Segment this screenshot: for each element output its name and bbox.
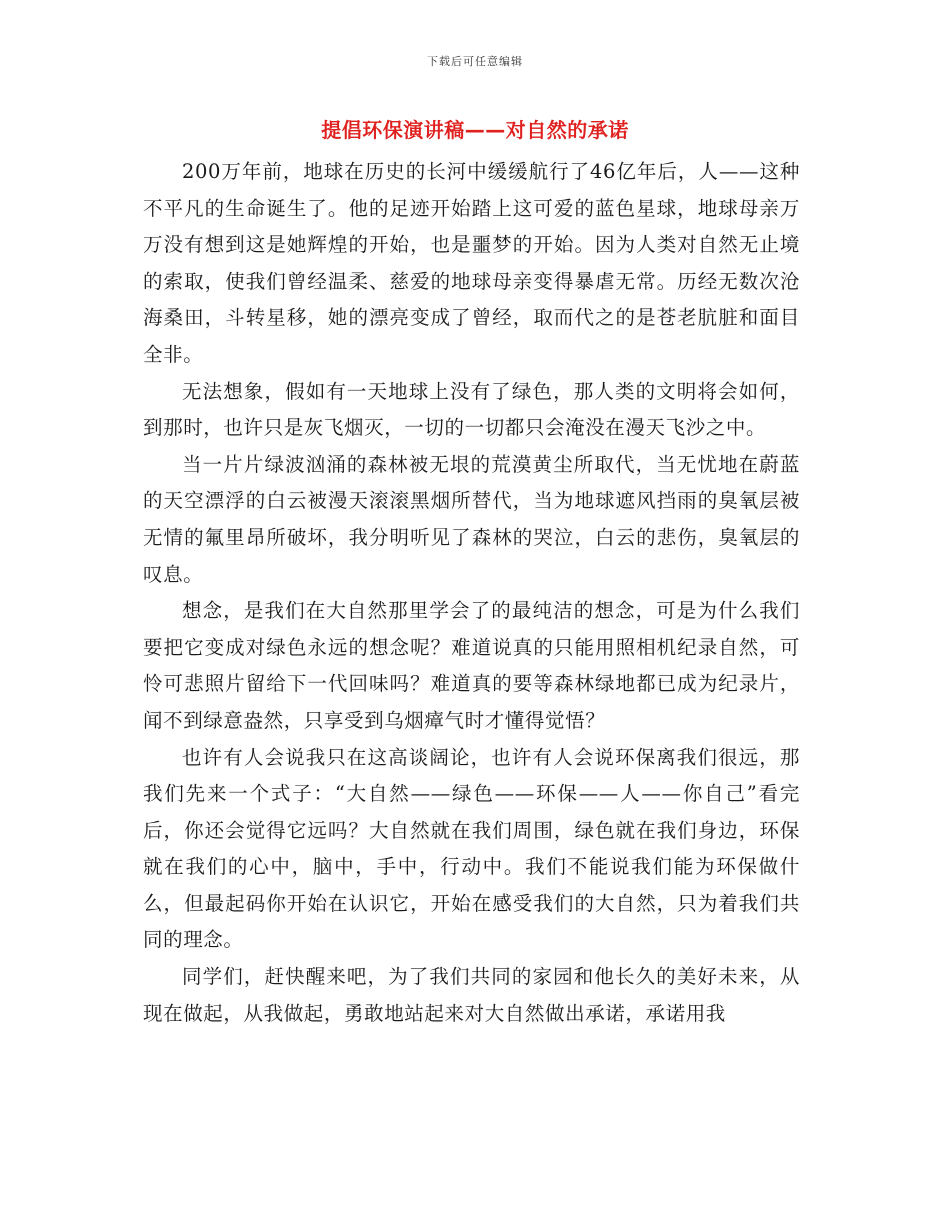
paragraph-4: 想念，是我们在大自然那里学会了的最纯洁的想念，可是为什么我们要把它变成对绿色永远的想念呢？难道说真的只能用照相机纪录自然，可怜可悲照片留给下一代回味吗？难道真的要等森林绿地都已成为纪录片，闻不到绿意盎然，只享受到乌烟瘴气时才懂得觉悟？ — [143, 599, 800, 732]
paragraph-2: 无法想象，假如有一天地球上没有了绿色，那人类的文明将会如何，到那时，也许只是灰飞烟灭，一切的一切都只会淹没在漫天飞沙之中。 — [143, 379, 800, 440]
document-body — [143, 154, 800, 1032]
paragraph-5: 也许有人会说我只在这高谈阔论，也许有人会说环保离我们很远，那我们先来一个式子：“大自然——绿色——环保——人——你自己”看完后，你还会觉得它远吗？大自然就在我们周围，绿色就在我们身边，环保就在我们的心中，脑中，手中，行动中。我们不能说我们能为环保做什么，但最起码你开始在认识它，开始在感受我们的大自然，只为着我们共同的理念。 — [143, 745, 800, 952]
paragraph-6: 同学们，赶快醒来吧，为了我们共同的家园和他长久的美好未来，从现在做起，从我做起，勇敢地站起来对大自然做出承诺，承诺用我 — [143, 965, 800, 1025]
paragraph-3: 当一片片绿波汹涌的森林被无垠的荒漠黄尘所取代，当无忧地在蔚蓝的天空漂浮的白云被漫天滚滚黑烟所替代，当为地球遮风挡雨的臭氧层被无情的氟里昂所破坏，我分明听见了森林的哭泣，白云的悲伤，臭氧层的叹息。 — [143, 452, 800, 586]
paragraph-1: 200万年前，地球在历史的长河中缓缓航行了46亿年后，人——这种不平凡的生命诞生了。他的足迹开始踏上这可爱的蓝色星球，地球母亲万万没有想到这是她辉煌的开始，也是噩梦的开始。因为人类对自然无止境的索取，使我们曾经温柔、慈爱的地球母亲变得暴虐无常。历经无数次沧海桑田，斗转星移，她的漂亮变成了曾经，取而代之的是苍老肮脏和面目全非。 — [143, 160, 800, 366]
document-title: 提倡环保演讲稿——对自然的承诺 — [321, 118, 629, 142]
page-header-note: 下载后可任意编辑 — [427, 55, 523, 68]
